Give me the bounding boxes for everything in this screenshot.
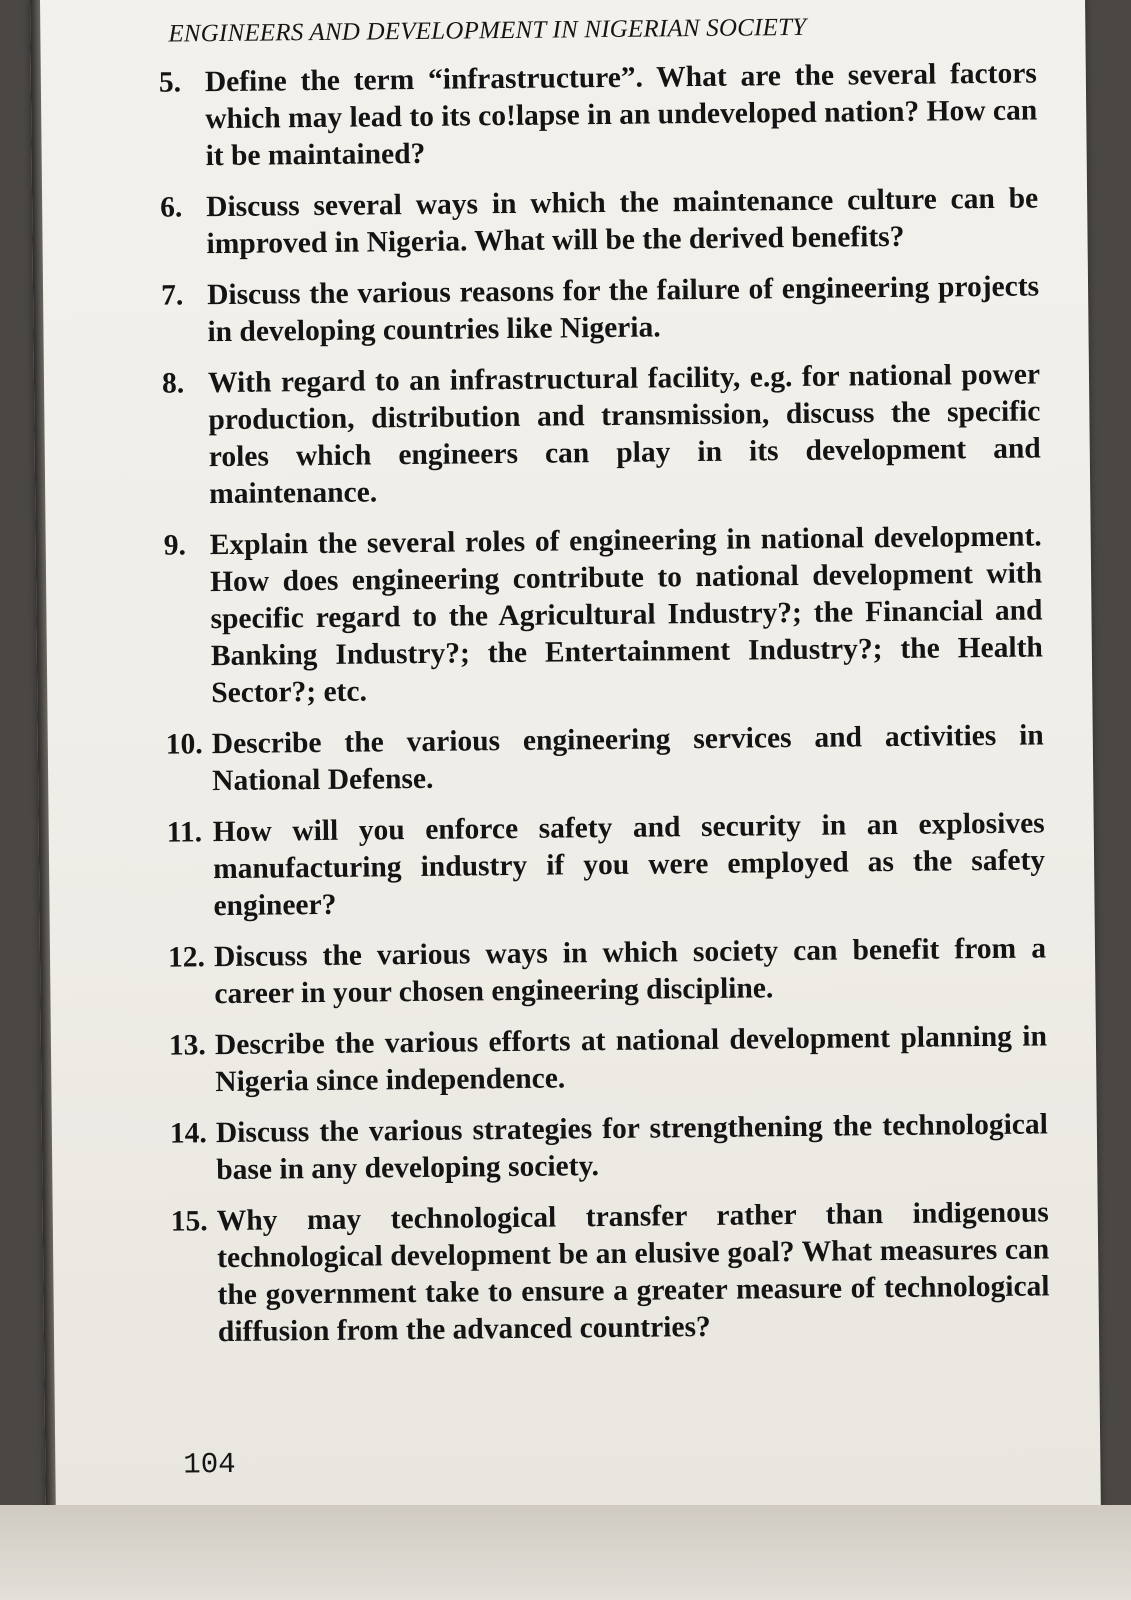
- question-item: [171, 1194, 1051, 1351]
- question-text: Why may technological transfer rather than indigenous technological development be an elusive goal? What measures can the government take to ensure a greater measure of technological diffusion from the advanced countries?: [216, 1196, 1050, 1349]
- question-number: 6.: [160, 191, 183, 224]
- question-text: How will you enforce safety and security in an explosives manufacturing industry if you were employed as the safety engineer?: [212, 807, 1046, 923]
- question-text: With regard to an infrastructural facility, e.g. for national power production, distribution and transmission, discuss the specific roles which engineers can play in its development and maintenance.: [207, 358, 1041, 511]
- question-number: 8.: [161, 367, 185, 400]
- question-text: Describe the various efforts at national development planning in Nigeria since independence.: [214, 1020, 1048, 1099]
- question-number: 12.: [167, 941, 206, 974]
- question-item: [166, 717, 1045, 800]
- question-number: 5.: [158, 66, 182, 99]
- question-number: 13.: [168, 1029, 206, 1062]
- question-text: Define the term “infrastructure”. What are the several factors which may lead to its co!lapse in an undeveloped nation? How can it be maintained?: [204, 57, 1038, 173]
- question-item: [169, 1018, 1048, 1101]
- desk-surface: [0, 1505, 1131, 1600]
- question-text: Explain the several roles of engineering in national development. How does engineering contribute to national development with specific regard to the Agricultural Industry?; the Financial and Banking Industry?; the Entertainment Industry?; the Health Sector?; etc.: [209, 520, 1044, 710]
- book-page: [30, 0, 1101, 1520]
- question-number: 9.: [163, 529, 187, 562]
- question-text: Discuss the various strategies for strengthening the technological base in any developing society.: [215, 1108, 1048, 1187]
- question-number: 11.: [166, 816, 203, 849]
- question-item: [168, 930, 1047, 1013]
- question-item: [162, 356, 1042, 513]
- question-text: Discuss the various ways in which society can benefit from a career in your chosen engineering discipline.: [213, 932, 1047, 1011]
- question-text: Describe the various engineering services and activities in National Defense.: [211, 719, 1044, 798]
- question-item: [161, 268, 1040, 351]
- question-item: [164, 518, 1044, 712]
- book-spine: [30, 0, 56, 1520]
- question-number: 14.: [169, 1117, 207, 1150]
- running-head: ENGINEERS AND DEVELOPMENT IN NIGERIAN SOCIETY: [168, 13, 807, 48]
- page-number: 104: [183, 1447, 236, 1482]
- question-number: 7.: [160, 279, 184, 312]
- question-item: [170, 1106, 1049, 1189]
- question-text: Discuss the various reasons for the failure of engineering projects in developing countries like Nigeria.: [206, 270, 1040, 349]
- question-item: [167, 805, 1046, 925]
- question-item: [159, 55, 1038, 175]
- question-number: 10.: [165, 728, 203, 761]
- review-questions-list: [159, 55, 1051, 1365]
- question-text: Discuss several ways in which the maintenance culture can be improved in Nigeria. What will be the derived benefits?: [206, 182, 1039, 261]
- question-number: 15.: [170, 1205, 208, 1238]
- question-item: [160, 180, 1039, 263]
